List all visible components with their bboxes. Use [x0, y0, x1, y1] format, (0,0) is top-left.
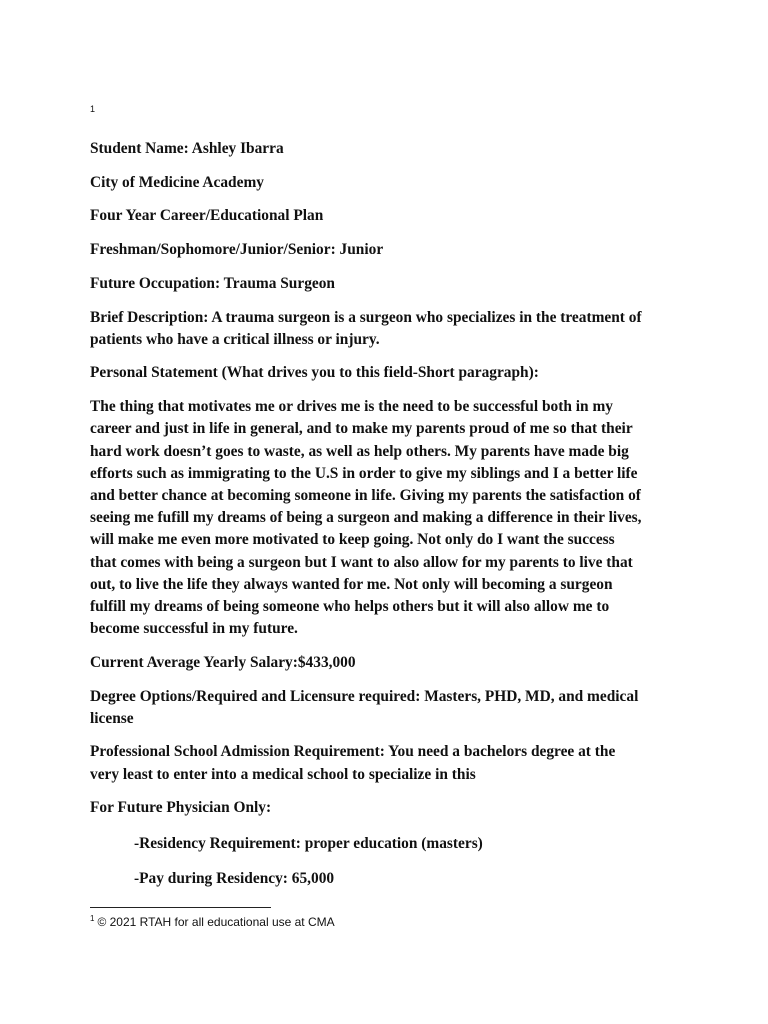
brief-description [90, 307, 690, 351]
average-salary: Current Average Yearly Salary:$433,000 [90, 653, 356, 671]
footnote-divider [90, 907, 271, 908]
footnote-marker: 1 [90, 914, 95, 923]
grade-level: Freshman/Sophomore/Junior/Senior: Junior [90, 241, 384, 259]
text-line: Professional School Admission Requirement: You need a bachelors degree at the [90, 743, 616, 761]
document-body [90, 138, 690, 901]
text-line: become successful in my future. [90, 620, 298, 638]
text-line: and better chance at becoming someone in life. Giving my parents the satisfaction of [90, 486, 641, 504]
residency-requirement: -Residency Requirement: proper education (masters) [134, 834, 483, 852]
text-line: Degree Options/Required and Licensure required: Masters, PHD, MD, and medical [90, 687, 639, 705]
text-line: fulfill my dreams of being someone who helps others but it will also allow me to [90, 597, 610, 615]
text-line: Brief Description: A trauma surgeon is a surgeon who specializes in the treatment of [90, 308, 642, 326]
text-line: patients who have a critical illness or injury. [90, 330, 380, 348]
text-line: career and just in life in general, and to make my parents proud of me so that their [90, 420, 633, 438]
text-line: efforts such as immigrating to the U.S in order to give my siblings and I a better life [90, 464, 638, 482]
student-name: Student Name: Ashley Ibarra [90, 140, 284, 157]
footnote-text: © 2021 RTAH for all educational use at CMA [97, 915, 335, 929]
text-line: that comes with being a surgeon but I want to also allow for my parents to live that [90, 553, 633, 571]
footnote [90, 915, 335, 929]
text-line: seeing me fufill my dreams of being a surgeon and making a difference in their lives, [90, 509, 642, 527]
text-line: very least to enter into a medical school to specialize in this [90, 765, 476, 783]
text-line: out, to live the life they always wanted for me. Not only will becoming a surgeon [90, 575, 613, 593]
future-occupation: Future Occupation: Trauma Surgeon [90, 274, 335, 292]
text-line: The thing that motivates me or drives me is the need to be successful both in my [90, 398, 613, 416]
page-number: 1 [90, 104, 96, 114]
residency-pay: -Pay during Residency: 65,000 [134, 869, 335, 887]
text-line: hard work doesn’t goes to waste, as well as help others. My parents have made big [90, 442, 629, 460]
physician-heading: For Future Physician Only: [90, 799, 272, 817]
personal-statement [90, 396, 690, 640]
admission-requirement [90, 741, 690, 785]
plan-title: Four Year Career/Educational Plan [90, 207, 324, 225]
text-line: will make me even more motivated to keep going. Not only do I want the success [90, 531, 615, 549]
degree-options [90, 686, 690, 730]
personal-statement-heading: Personal Statement (What drives you to this field-Short paragraph): [90, 364, 539, 382]
school-name: City of Medicine Academy [90, 173, 264, 191]
text-line: license [90, 709, 134, 727]
